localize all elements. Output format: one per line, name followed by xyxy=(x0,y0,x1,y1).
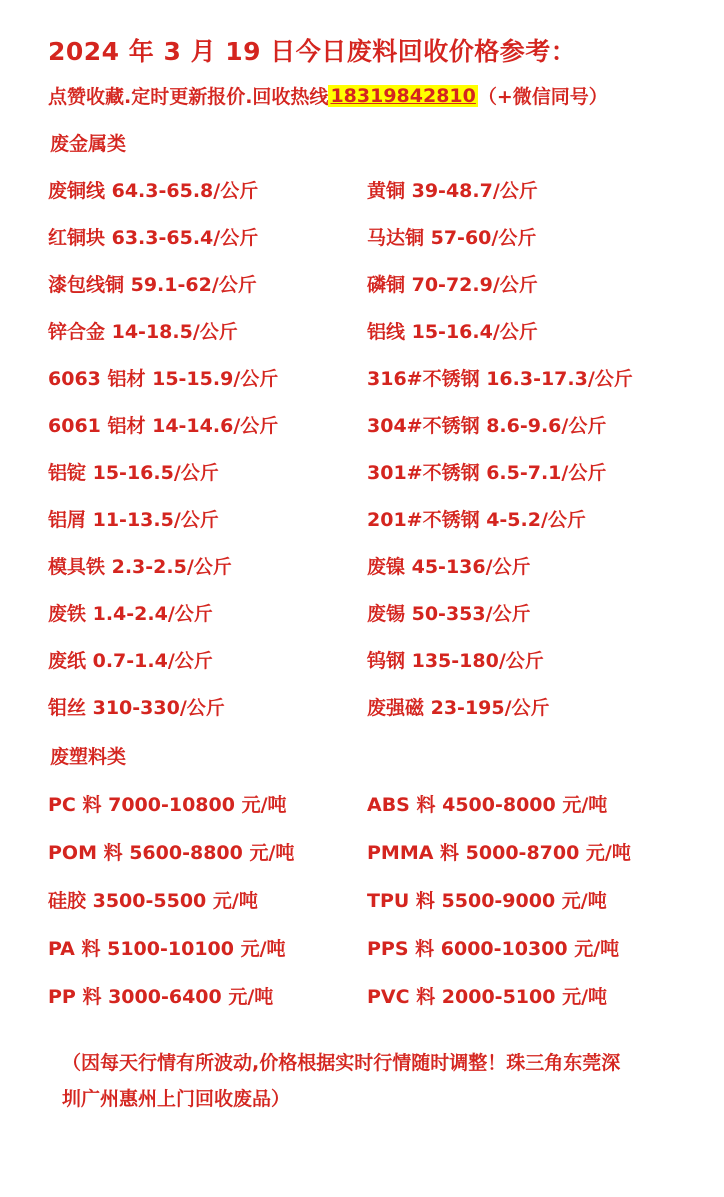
page-title: 2024 年 3 月 19 日今日废料回收价格参考： xyxy=(48,37,577,66)
price-item: 漆包线铜 59.1-62/公斤 xyxy=(48,274,257,296)
hotline-prefix-text: 点赞收藏.定时更新报价.回收热线 xyxy=(48,86,329,108)
section-heading-plastics: 废塑料类 xyxy=(50,746,127,768)
price-item: 磷铜 70-72.9/公斤 xyxy=(367,274,538,296)
price-item: ABS 料 4500-8000 元/吨 xyxy=(367,794,608,816)
price-item: PC 料 7000-10800 元/吨 xyxy=(48,794,287,816)
price-item: 铝线 15-16.4/公斤 xyxy=(367,321,538,343)
price-item: 废铁 1.4-2.4/公斤 xyxy=(48,603,213,625)
price-item: 黄铜 39-48.7/公斤 xyxy=(367,180,538,202)
price-item: 钨钢 135-180/公斤 xyxy=(367,650,544,672)
price-item: 锌合金 14-18.5/公斤 xyxy=(48,321,238,343)
price-item: 6063 铝材 15-15.9/公斤 xyxy=(48,368,279,390)
plastics-price-grid xyxy=(48,781,684,1021)
footer-line-1: （因每天行情有所波动,价格根据实时行情随时调整！珠三角东莞深 xyxy=(62,1052,621,1074)
price-item: 废镍 45-136/公斤 xyxy=(367,556,531,578)
price-item: PMMA 料 5000-8700 元/吨 xyxy=(367,842,631,864)
footer-line-2: 圳广州惠州上门回收废品） xyxy=(62,1088,291,1110)
price-item: 马达铜 57-60/公斤 xyxy=(367,227,537,249)
price-item: PPS 料 6000-10300 元/吨 xyxy=(367,938,620,960)
price-item: 废强磁 23-195/公斤 xyxy=(367,697,550,719)
price-item: 6061 铝材 14-14.6/公斤 xyxy=(48,415,279,437)
price-item: 红铜块 63.3-65.4/公斤 xyxy=(48,227,259,249)
price-item: 316#不锈钢 16.3-17.3/公斤 xyxy=(367,368,633,390)
price-item: 304#不锈钢 8.6-9.6/公斤 xyxy=(367,415,607,437)
price-item: TPU 料 5500-9000 元/吨 xyxy=(367,890,607,912)
price-item: PVC 料 2000-5100 元/吨 xyxy=(367,986,608,1008)
price-item: 201#不锈钢 4-5.2/公斤 xyxy=(367,509,586,531)
section-heading-metals: 废金属类 xyxy=(50,133,127,155)
price-item: 铝屑 11-13.5/公斤 xyxy=(48,509,219,531)
price-item: POM 料 5600-8800 元/吨 xyxy=(48,842,295,864)
price-item: 钼丝 310-330/公斤 xyxy=(48,697,225,719)
metals-price-grid xyxy=(48,168,684,732)
price-item: 废锡 50-353/公斤 xyxy=(367,603,531,625)
price-item: PA 料 5100-10100 元/吨 xyxy=(48,938,286,960)
price-item: 铝锭 15-16.5/公斤 xyxy=(48,462,219,484)
hotline-suffix-text: （+微信同号） xyxy=(477,86,608,108)
price-item: 废纸 0.7-1.4/公斤 xyxy=(48,650,213,672)
footer-note xyxy=(48,1045,684,1117)
price-item: 硅胶 3500-5500 元/吨 xyxy=(48,890,258,912)
price-item: 301#不锈钢 6.5-7.1/公斤 xyxy=(367,462,607,484)
price-item: 废铜线 64.3-65.8/公斤 xyxy=(48,180,259,202)
price-item: PP 料 3000-6400 元/吨 xyxy=(48,986,274,1008)
hotline-number[interactable]: 18319842810 xyxy=(330,84,476,107)
hotline-line xyxy=(48,82,684,109)
price-item: 模具铁 2.3-2.5/公斤 xyxy=(48,556,232,578)
